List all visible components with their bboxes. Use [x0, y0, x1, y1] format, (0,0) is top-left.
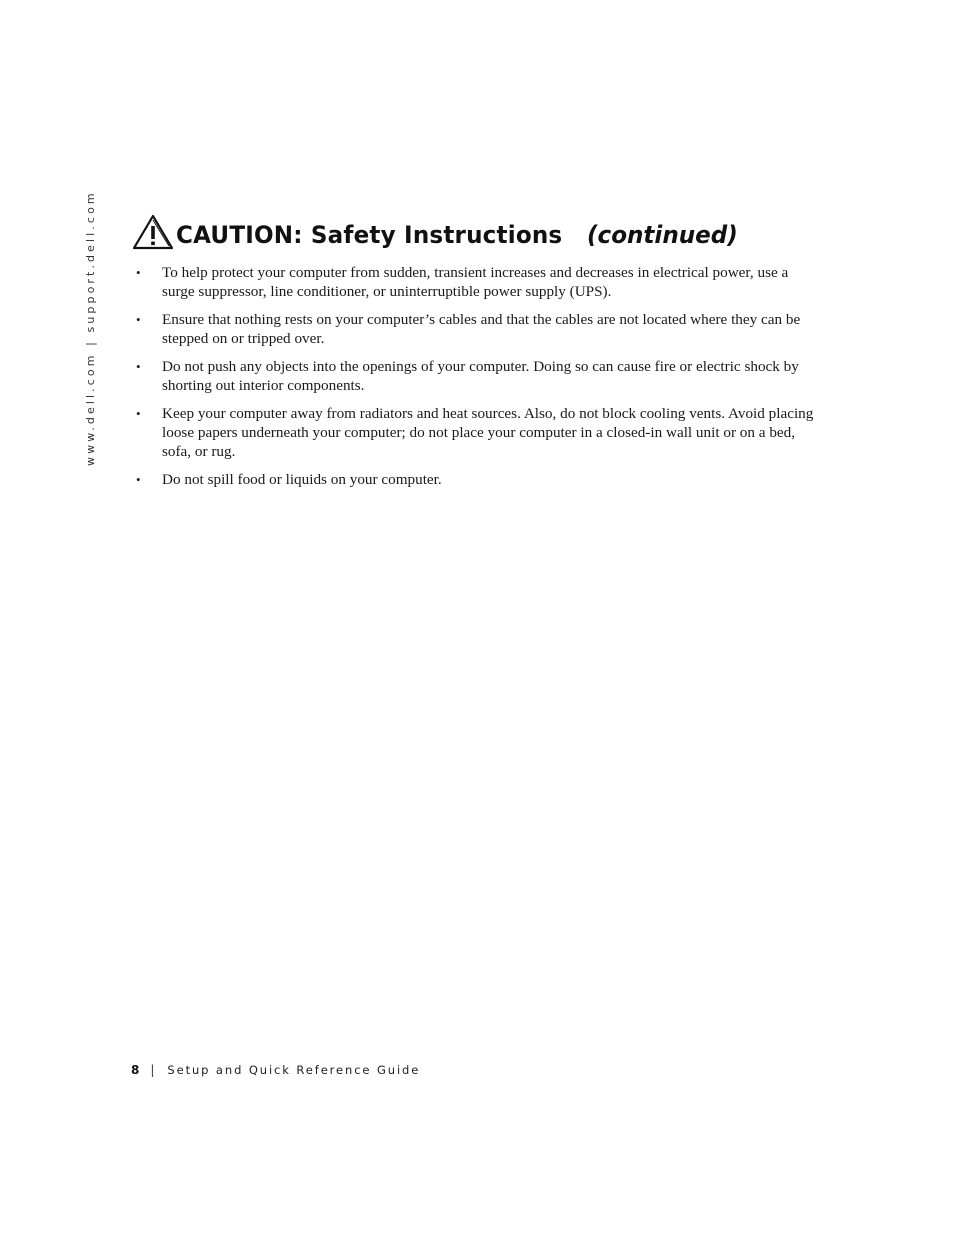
bullet-icon: •: [136, 359, 141, 374]
guide-title: Setup and Quick Reference Guide: [167, 1063, 421, 1077]
heading-continued: (continued): [587, 221, 739, 249]
list-item: [136, 310, 816, 348]
heading-title: CAUTION: Safety Instructions: [176, 221, 563, 249]
list-item-text: To help protect your computer from sudden, transient increases and decreases in electrical power, use a surge suppressor, line conditioner, or uninterruptible power supply (UPS).: [162, 264, 789, 300]
sidebar-url: www.dell.com | support.dell.com: [84, 190, 97, 466]
bullet-icon: •: [136, 265, 141, 280]
safety-bullet-list: [136, 263, 816, 498]
page-number: 8: [131, 1063, 140, 1077]
list-item-text: Do not spill food or liquids on your computer.: [162, 471, 442, 488]
list-item-text: Do not push any objects into the openings of your computer. Doing so can cause fire or electric shock by shorting out interior components.: [162, 358, 799, 394]
list-item-text: Keep your computer away from radiators and heat sources. Also, do not block cooling vents. Avoid placing loose papers underneath your computer; do not place your computer in a closed-in wall unit or on a bed, sofa, or rug.: [162, 405, 814, 460]
bullet-icon: •: [136, 406, 141, 421]
list-item: [136, 404, 816, 461]
page-footer: [131, 1061, 420, 1079]
footer-separator: |: [150, 1063, 155, 1077]
list-item: [136, 470, 816, 489]
warning-triangle-icon: [131, 213, 175, 251]
section-heading: [131, 214, 745, 256]
bullet-icon: •: [136, 312, 141, 327]
list-item: [136, 263, 816, 301]
list-item-text: Ensure that nothing rests on your computer’s cables and that the cables are not located where they can be stepped on or tripped over.: [162, 311, 801, 347]
list-item: [136, 357, 816, 395]
bullet-icon: •: [136, 472, 141, 487]
